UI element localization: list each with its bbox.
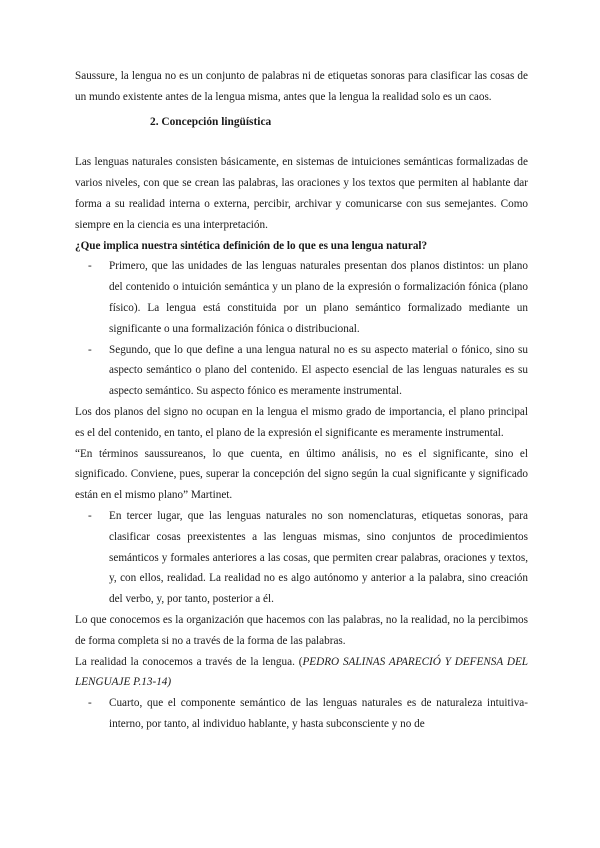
paragraph-intro: Saussure, la lengua no es un conjunto de palabras ni de etiquetas sonoras para clasificar las cosas de un mundo existente antes de la lengua misma, antes que la lengua la realidad solo es un caos. xyxy=(75,70,528,103)
citation: PEDRO SALINAS APARECIÓ Y DEFENSA DEL LENGUAJE P.13-14) xyxy=(75,655,528,689)
document-page xyxy=(75,66,528,735)
paragraph-dos-planos: Los dos planos del signo no ocupan en la lengua el mismo grado de importancia, el plano principal es el del contenido, en tanto, el plano de la expresión el significante es meramente instrumental. xyxy=(75,405,528,439)
list-item-text: Primero, que las unidades de las lenguas naturales presentan dos planos distintos: un plano del contenido o intuición semántica y un plano de la expresión o formalización fónica (plano físico). La lengua está constituida por un plano semántico formalizado mediante un significante o una formalización fónica o distribucional. xyxy=(109,260,528,335)
list-item xyxy=(75,256,528,339)
paragraph-organizacion: Lo que conocemos es la organización que hacemos con las palabras, no la realidad, no la percibimos de forma completa si no a través de la forma de las palabras. xyxy=(75,613,528,647)
bullet-dash: - xyxy=(88,509,92,522)
paragraph-quote: “En términos saussureanos, lo que cuenta, en último análisis, no es el significante, sino el significado. Conviene, pues, superar la concepción del signo según la cual significante y significado están en el mismo plano” Martinet. xyxy=(75,447,528,502)
paragraph-lenguas-naturales: Las lenguas naturales consisten básicamente, en sistemas de intuiciones semánticas formalizadas de varios niveles, con que se crean las palabras, las oraciones y los textos que permiten al hablante dar forma a su realidad interna o externa, percibir, archivar y comunicarse con sus semejantes. Como siempre en la ciencia es una interpretación. xyxy=(75,156,528,231)
section-heading: 2. Concepción lingüística xyxy=(150,115,272,128)
bullet-dash: - xyxy=(88,260,92,273)
question-heading: ¿Que implica nuestra sintética definición de lo que es una lengua natural? xyxy=(75,239,428,252)
list-item xyxy=(75,693,528,735)
list-item xyxy=(75,340,528,402)
list-item-text: En tercer lugar, que las lenguas naturales no son nomenclaturas, etiquetas sonoras, para clasificar cosas preexistentes a las lenguas mismas, sino conjuntos de procedimientos semánticos y formales anteriores a las cosas, que permiten crear palabras, oraciones y textos, y, con ellos, realidad. La realidad no es algo autónomo y anterior a la palabra, sino creación del verbo, y, por tanto, posterior a él. xyxy=(109,509,528,606)
list-item xyxy=(75,506,528,610)
realidad-text: La realidad la conocemos a través de la lengua. ( xyxy=(75,655,303,668)
list-item-text: Segundo, que lo que define a una lengua natural no es su aspecto material o fónico, sino su aspecto semántico o plano del contenido. El aspecto esencial de las lenguas naturales es su aspecto semántico. Su aspecto fónico es meramente instrumental. xyxy=(109,343,528,398)
paragraph-realidad xyxy=(75,652,528,694)
list-item-text: Cuarto, que el componente semántico de las lenguas naturales es de naturaleza intuitiva- interno, por tanto, al individuo hablante, y hasta subconsciente y no de xyxy=(109,697,528,730)
bullet-dash: - xyxy=(88,697,92,710)
bullet-dash: - xyxy=(88,343,92,356)
